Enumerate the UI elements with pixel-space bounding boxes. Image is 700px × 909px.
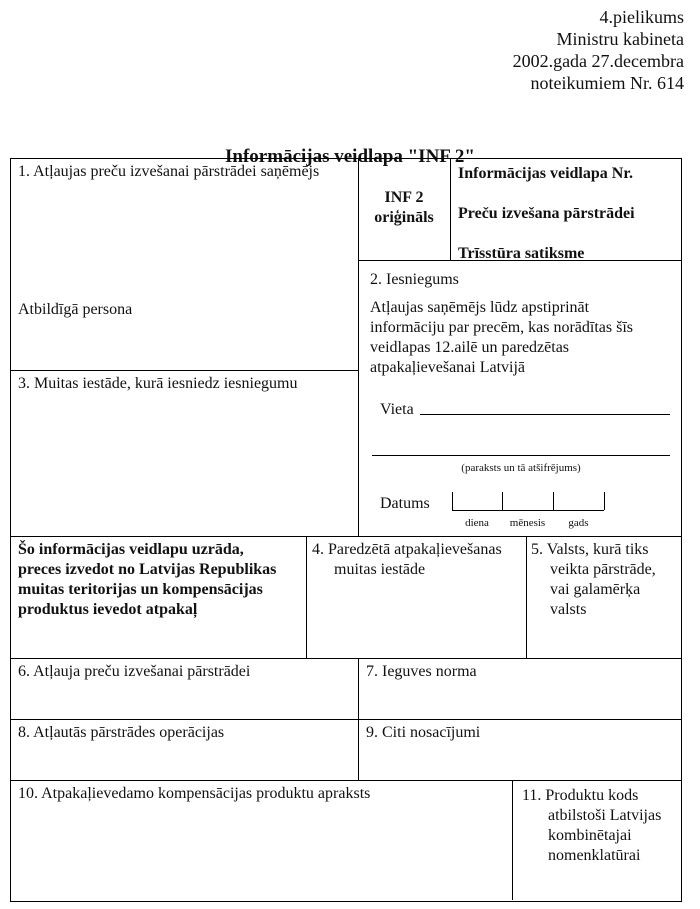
date-label: Datums xyxy=(380,495,430,512)
present-notice: muitas teritorijas un kompensācijas xyxy=(18,581,263,598)
box7-label: 7. Ieguves norma xyxy=(366,663,477,680)
divider xyxy=(452,492,453,510)
box6-label: 6. Atļauja preču izvešanai pārstrādei xyxy=(18,663,251,680)
regulation-line: noteikumiem Nr. 614 xyxy=(530,73,684,93)
date-field[interactable] xyxy=(452,510,604,511)
application-text: Atļaujas saņēmējs lūdz apstiprināt xyxy=(370,299,590,316)
divider xyxy=(10,719,681,720)
month-caption: mēnesis xyxy=(509,517,546,529)
box3-label: 3. Muitas iestāde, kurā iesniedz iesniegumu xyxy=(18,375,298,392)
box10-label: 10. Atpakaļievedamo kompensācijas produktu apraksts xyxy=(18,785,371,802)
divider xyxy=(10,536,681,537)
divider xyxy=(553,492,554,510)
application-text: atpakaļievešanai Latvijā xyxy=(370,359,526,376)
divider xyxy=(306,536,307,658)
box11-label: kombinētajai xyxy=(548,827,632,844)
box4-label: 4. Paredzētā atpakaļievešanas xyxy=(312,541,502,558)
signature-field[interactable] xyxy=(372,455,670,456)
annex-number: 4.pielikums xyxy=(599,7,684,27)
box5-label: 5. Valsts, kurā tiks xyxy=(531,541,649,558)
present-notice: preces izvedot no Latvijas Republikas xyxy=(18,561,277,578)
form-title: Informācijas veidlapa "INF 2" xyxy=(225,146,475,167)
triangular-traffic-label: Trīsstūra satiksme xyxy=(458,245,585,262)
year-caption: gads xyxy=(568,517,589,529)
responsible-person-label: Atbildīgā persona xyxy=(18,301,133,318)
date-line: 2002.gada 27.decembra xyxy=(512,51,684,71)
inf2-label: INF 2 xyxy=(384,189,424,206)
box5-label: veikta pārstrāde, xyxy=(550,561,656,578)
divider xyxy=(512,780,513,900)
divider xyxy=(10,780,681,781)
box4-label: muitas iestāde xyxy=(334,561,426,578)
box9-label: 9. Citi nosacījumi xyxy=(366,724,481,741)
box5-label: valsts xyxy=(550,601,587,618)
cabinet-line: Ministru kabineta xyxy=(556,29,684,49)
box1-label: 1. Atļaujas preču izvešanai pārstrādei saņēmējs xyxy=(18,163,320,180)
divider xyxy=(10,658,681,659)
box11-label: nomenklatūrai xyxy=(548,847,641,864)
place-field[interactable] xyxy=(420,414,670,415)
box5-label: vai galamērķa xyxy=(550,581,641,598)
divider xyxy=(450,158,451,260)
signature-caption: (paraksts un tā atšifrējums) xyxy=(461,462,581,474)
divider xyxy=(604,492,605,510)
place-label: Vieta xyxy=(380,401,414,418)
divider xyxy=(10,370,358,371)
present-notice: Šo informācijas veidlapu uzrāda, xyxy=(18,541,244,558)
present-notice: produktus ievedot atpakaļ xyxy=(18,601,198,618)
box11-label: 11. Produktu kods xyxy=(522,787,639,804)
divider xyxy=(502,492,503,510)
box11-label: atbilstoši Latvijas xyxy=(548,807,662,824)
application-text: informāciju par precēm, kas norādītas šīs xyxy=(370,319,634,336)
box8-label: 8. Atļautās pārstrādes operācijas xyxy=(18,724,225,741)
form-number-label: Informācijas veidlapa Nr. xyxy=(458,165,633,182)
application-text: veidlapas 12.ailē un paredzētas xyxy=(370,339,570,356)
divider xyxy=(526,536,527,658)
export-processing-label: Preču izvešana pārstrādei xyxy=(458,205,635,222)
box2-label: 2. Iesniegums xyxy=(370,271,459,288)
original-label: oriģināls xyxy=(374,209,434,226)
day-caption: diena xyxy=(465,517,489,529)
